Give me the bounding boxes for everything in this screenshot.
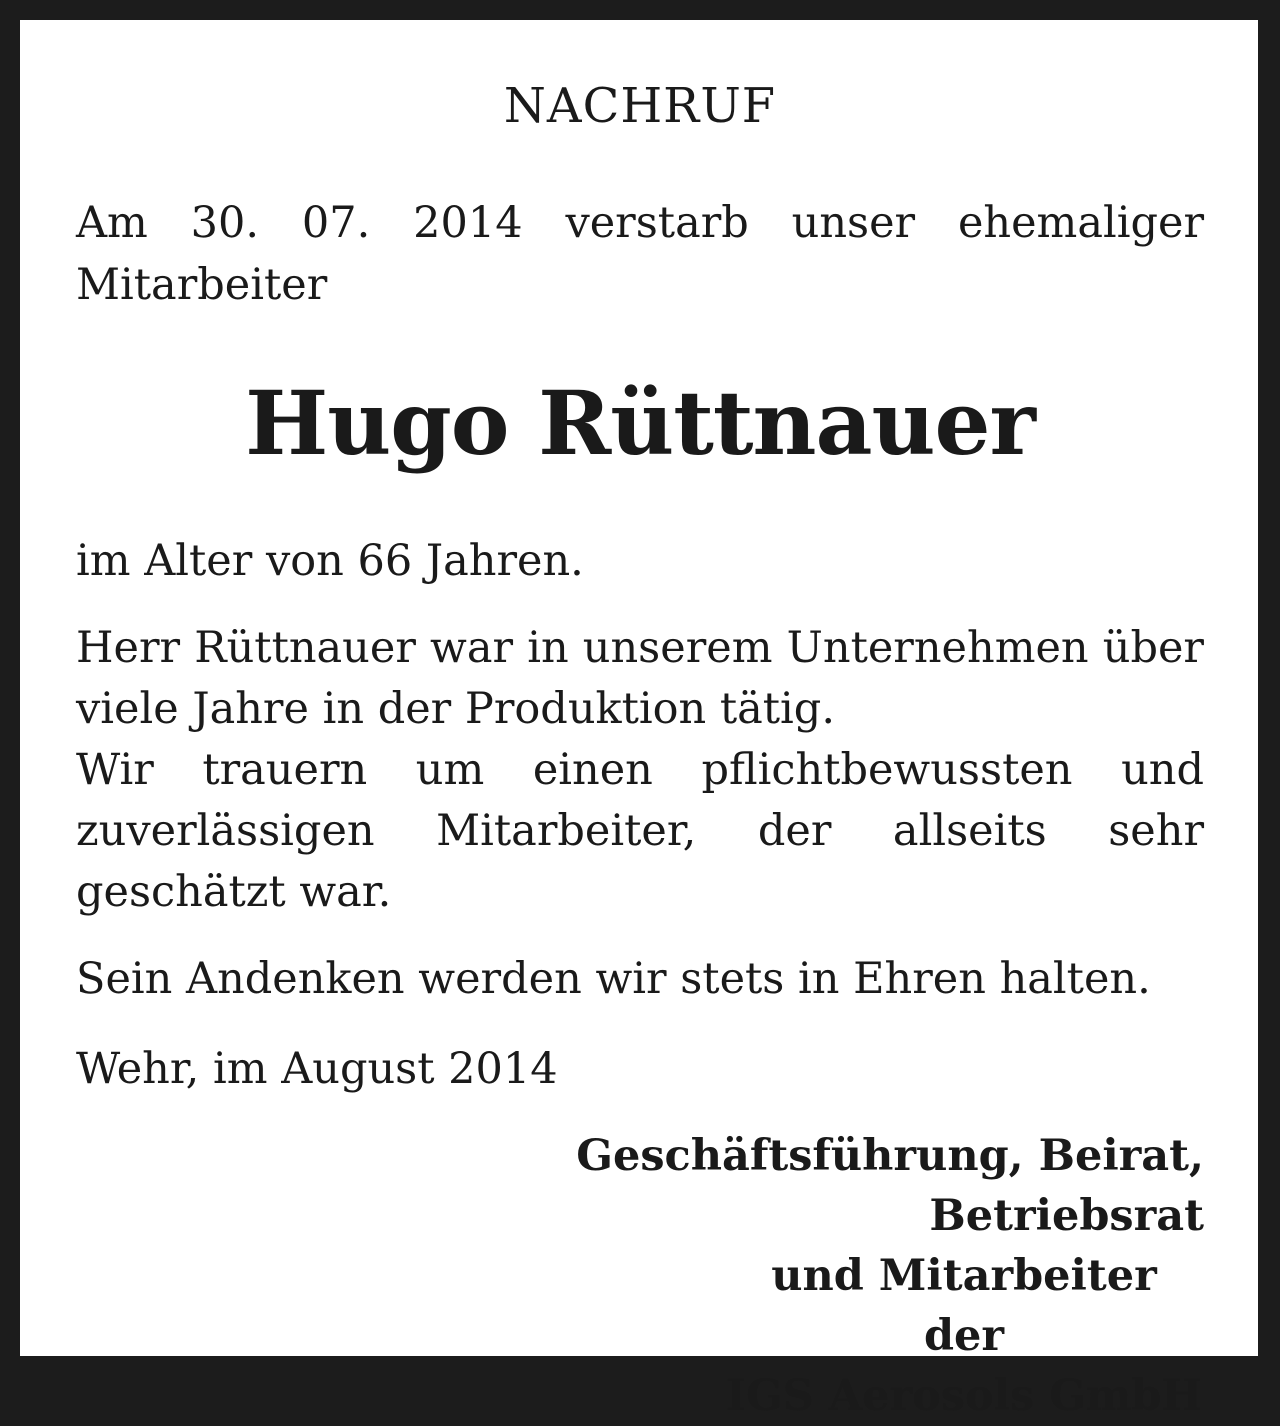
signature-line-1: Geschäftsführung, Beirat, Betriebsrat — [576, 1131, 1204, 1241]
age-text: im Alter von 66 Jahren. — [76, 536, 584, 586]
signature-line-3: IGS Aerosols GmbH — [725, 1371, 1203, 1421]
signature-line-2: und Mitarbeiter der — [771, 1251, 1157, 1361]
signature-block — [304, 1126, 1204, 1426]
obituary-heading: NACHRUF — [503, 78, 777, 134]
remembrance-text: Sein Andenken werden wir stets in Ehren halten. — [76, 954, 1151, 1004]
body-text — [76, 618, 1204, 923]
place-date: Wehr, im August 2014 — [76, 1044, 558, 1094]
intro-text: Am 30. 07. 2014 verstarb unser ehemaliger Mitarbeiter — [76, 198, 1204, 310]
obituary-card — [20, 20, 1258, 1421]
body-paragraph-2: Wir trauern um einen pflichtbewussten und zuverlässigen Mitarbeiter, der allseits sehr geschätzt war. — [76, 745, 1204, 917]
deceased-name: Hugo Rüttnauer — [245, 371, 1035, 475]
body-paragraph-1: Herr Rüttnauer war in unserem Unternehmen über viele Jahre in der Produktion tätig. — [76, 623, 1204, 734]
